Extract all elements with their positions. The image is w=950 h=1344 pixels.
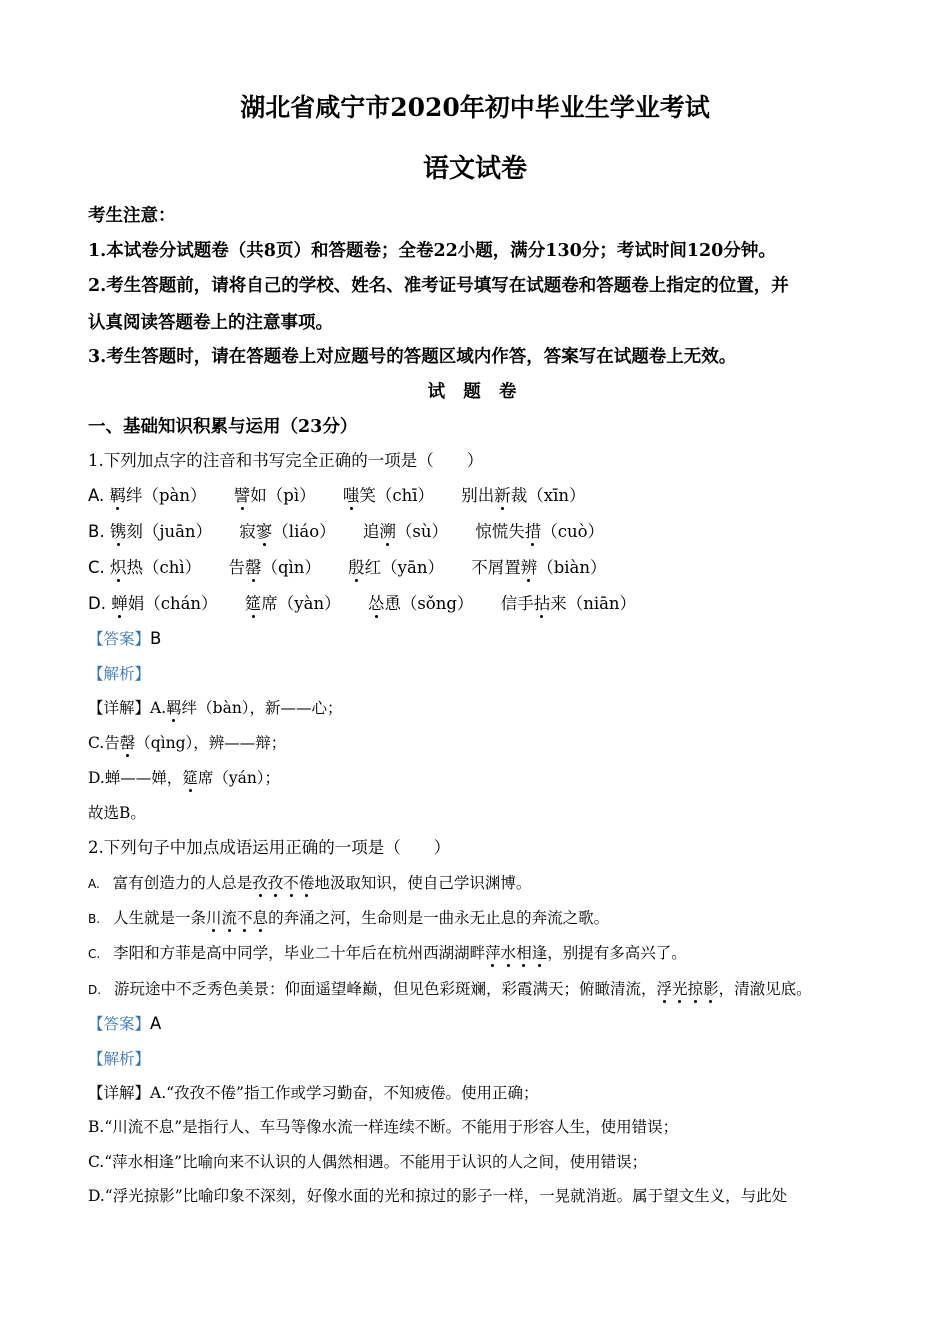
dotted-char: 孜 [252,874,268,892]
dotted-idiom [657,980,719,998]
dotted-char: 逢 [531,944,548,962]
q1-option-c [88,557,607,579]
option-label: D. [88,594,106,613]
q1-detail-d: D.蝉——婵，筵席（yán）； [88,769,281,787]
option-item: 追溯（sù） [362,522,448,541]
q1-option-a [88,485,586,507]
option-item: 信手拈来（niān） [500,594,637,613]
dotted-idiom [252,874,314,892]
option-item: 怂恿（sǒng） [367,594,474,613]
option-item: 嗤笑（chī） [342,486,435,505]
q2-answer [88,1013,161,1035]
notice-heading: 考生注意： [88,206,176,226]
option-item: 惊慌失措（cuò） [475,522,605,541]
option-label: C. [88,558,105,577]
dotted-char: 川 [206,909,222,927]
q1-option-d [88,593,636,615]
answer-label: 【答案】 [88,630,151,648]
option-item: 筵席（yàn） [244,594,341,613]
option-item: 羁绊（pàn） [109,486,207,505]
dotted-char: 萍 [485,944,501,962]
option-item: 蝉娟（chán） [111,594,218,613]
notice-item-3: 3.考生答题时，请在答题卷上对应题号的答题区域内作答，答案写在试题卷上无效。 [88,347,737,367]
q2-detail-b: B.“川流不息”是指行人、车马等像水流一样连续不断。不能用于形容人生，使用错误； [88,1118,679,1136]
q2-detail-a: 【详解】A.“孜孜不倦”指工作或学习勤奋，不知疲倦。使用正确； [88,1084,539,1102]
answer-label: 【答案】 [88,1015,151,1033]
option-item: 不屑置辨（biàn） [471,558,607,577]
answer-value: B [150,629,162,648]
q1-detail-c: C.告罄（qìng），辨——辩； [88,734,287,752]
q1-answer [88,628,161,650]
q1-stem: 1.下列加点字的注音和书写完全正确的一项是（ ） [88,451,484,470]
option-item: 炽热（chì） [110,558,202,577]
q2-option-b: B. 人生就是一条川流不息的奔涌之河，生命则是一曲永无止息的奔流之歌。 [88,909,610,927]
q2-option-c: C. 李阳和方菲是高中同学，毕业二十年后在杭州西湖湖畔萍水相逢，别提有多高兴了。 [88,944,687,962]
q2-option-d: D. 游玩途中不乏秀色美景：仰面遥望峰巅，但见色彩斑斓，彩霞满天；俯瞰清流，浮光掠影，清澈见底。 [88,980,812,998]
option-item: 别出新裁（xīn） [461,486,586,505]
q2-stem: 2.下列句子中加点成语运用正确的一项是（ ） [88,838,451,857]
notice-item-1: 1.本试卷分试题卷（共8页）和答题卷；全卷22小题，满分130分；考试时间120分钟。 [88,241,776,261]
dotted-char: 相 [516,944,532,962]
dotted-char: 流 [221,909,238,927]
answer-value: A [150,1014,162,1033]
dotted-char: 浮 [656,980,673,998]
dotted-char: 倦 [298,874,315,892]
dotted-idiom [485,944,547,962]
q1-option-b [88,521,604,543]
option-item: 告罄（qìn） [228,558,321,577]
q1-detail-a: 【详解】A.羁绊（bàn），新——心； [88,699,343,717]
part1-title: 一、基础知识积累与运用（23分） [88,417,358,437]
dotted-char: 孜 [267,874,284,892]
option-label: B. [88,522,105,541]
option-item: 殷红（yān） [348,558,444,577]
dotted-char: 掠 [687,980,704,998]
dotted-char: 水 [500,944,517,962]
page-subtitle: 语文试卷 [422,154,527,184]
q2-analysis-label: 【解析】 [88,1050,151,1068]
dotted-idiom [206,909,268,927]
dotted-char: 影 [703,980,719,998]
option-label: A. [88,486,105,505]
dotted-char: 光 [672,980,688,998]
section-title: 试 题 卷 [427,382,523,402]
q1-analysis-label: 【解析】 [88,665,151,683]
dotted-char: 不 [237,909,253,927]
notice-item-2-cont: 认真阅读答题卷上的注意事项。 [88,313,333,333]
q2-detail-c: C.“萍水相逢”比喻向来不认识的人偶然相遇。不能用于认识的人之间，使用错误； [88,1153,648,1171]
dotted-char: 息 [252,909,269,927]
q2-option-a: A. 富有创造力的人总是孜孜不倦地汲取知识，使自己学识渊博。 [88,874,532,892]
option-item: 寂寥（liáo） [239,522,336,541]
option-item: 譬如（pì） [233,486,316,505]
q2-detail-d: D.“浮光掠影”比喻印象不深刻，好像水面的光和掠过的影子一样，一晃就消逝。属于望文生义，与此处 [88,1187,788,1205]
notice-item-2: 2.考生答题前，请将自己的学校、姓名、准考证号填写在试题卷和答题卷上指定的位置，并 [88,276,789,296]
q1-conclusion: 故选B。 [88,804,146,822]
option-item: 镌刻（juān） [109,522,213,541]
page-title: 湖北省咸宁市2020年初中毕业生学业考试 [240,93,710,122]
dotted-char: 不 [283,874,299,892]
